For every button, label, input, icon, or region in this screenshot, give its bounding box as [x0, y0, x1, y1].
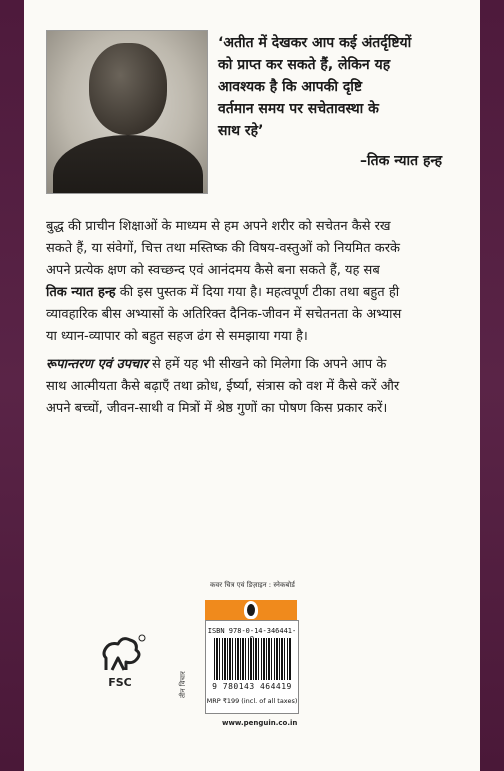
fsc-label: FSC	[108, 676, 132, 689]
mrp-price: MRP ₹199 (incl. of all taxes)	[206, 697, 298, 705]
text-span: से हमें यह भी सीखने को मिलेगा कि अपने आप के	[147, 357, 387, 372]
text-span: की इस पुस्तक में दिया गया है। महत्वपूर्ण टीका तथा बहुत ही	[115, 285, 400, 300]
text-line	[46, 354, 476, 376]
cover-credit: कवर चित्र एवं डिज़ाइन : स्नेकबोर्ड	[210, 581, 295, 589]
author-quote	[218, 32, 476, 142]
text-line: बुद्ध की प्राचीन शिक्षाओं के माध्यम से हम अपने शरीर को सचेतन कैसे रख	[46, 219, 391, 234]
barcode-bars	[214, 638, 292, 680]
text-line: व्यावहारिक बीस अभ्यासों के अतिरिक्त दैनिक-जीवन में सचेतनता के अभ्यास	[46, 307, 402, 322]
quote-line: आवश्यक है कि आपकी दृष्टि	[218, 79, 363, 95]
text-line: सकते हैं, या संवेगों, चित्त तथा मस्तिष्क की विषय-वस्तुओं को नियमित करके	[46, 241, 401, 256]
description-paragraph-2	[46, 354, 476, 420]
right-color-band	[480, 0, 504, 771]
author-photo-head	[89, 43, 167, 135]
text-line: साथ आत्मीयता कैसे बढ़ाएँ तथा क्रोध, ईर्ष्या, संत्रास को वश में कैसे करें और	[46, 379, 400, 394]
quote-line: साथ रहे’	[218, 123, 264, 139]
book-title: रूपान्तरण एवं उपचार	[46, 357, 148, 372]
quote-line: को प्राप्त कर सकते हैं, लेकिन यह	[218, 57, 391, 73]
publisher-website: www.penguin.co.in	[222, 719, 298, 727]
left-color-band	[0, 0, 24, 771]
quote-line: वर्तमान समय पर सचेतावस्था के	[218, 101, 379, 117]
vertical-label: तीन विचार	[179, 671, 187, 698]
isbn: ISBN 978-0-14-346441-	[207, 627, 297, 635]
author-photo-shoulders	[53, 135, 203, 194]
penguin-icon	[244, 601, 258, 619]
author-photo	[46, 30, 208, 194]
author-name: तिक न्यात हन्ह	[46, 285, 116, 300]
barcode-box	[205, 620, 299, 714]
text-line: अपने प्रत्येक क्षण को स्वच्छन्द एवं आनंदमय कैसे बना सकते हैं, यह सब	[46, 263, 380, 278]
description-paragraph-1	[46, 216, 476, 348]
quote-author: –तिक न्यात हन्ह	[360, 153, 443, 169]
fsc-tree-icon	[88, 630, 152, 676]
barcode-number: 9 780143 464419	[212, 682, 292, 691]
text-line: या ध्यान-व्यापार को बहुत सहज ढंग से समझाया गया है।	[46, 329, 308, 344]
fsc-logo	[88, 630, 152, 694]
text-line: अपने बच्चों, जीवन-साथी व मित्रों में श्रेष्ठ गुणों का पोषण किस प्रकार करें।	[46, 401, 388, 416]
quote-line: ‘अतीत में देखकर आप कई अंतर्दृष्टियों	[218, 35, 412, 51]
text-line	[46, 282, 476, 304]
